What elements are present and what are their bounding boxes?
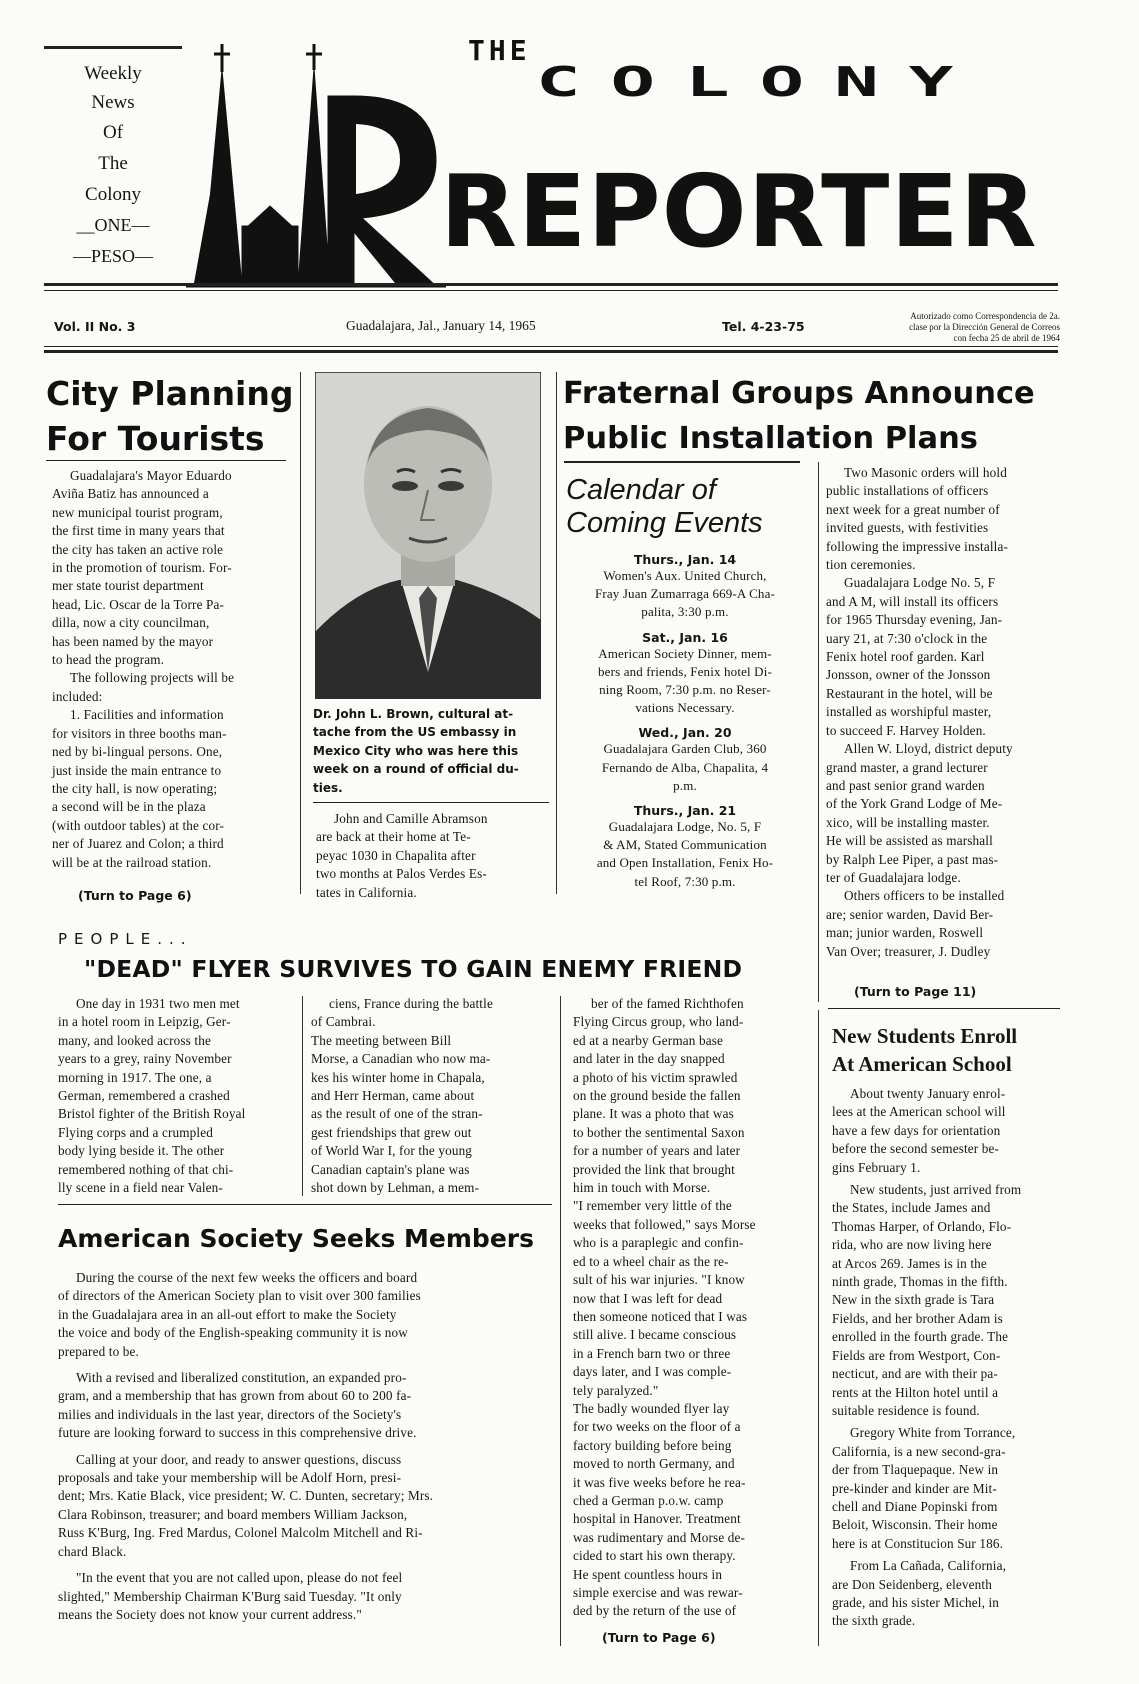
event-3-text: Guadalajara Garden Club, 360 Fernando de Alba, Chapalita, 4 p.m.	[601, 741, 769, 793]
masthead-rule-1	[44, 283, 1058, 286]
fraternal-turn: (Turn to Page 11)	[854, 984, 977, 999]
price-peso-text: PESO	[90, 246, 135, 266]
column-rule-2	[556, 372, 557, 894]
side-line-the: The	[98, 153, 128, 174]
dateline-phone: Tel. 4-23-75	[722, 319, 805, 334]
new-students-para-4: From La Cañada, California, are Don Seidenberg, eleventh grade, and his sister Michel, in the sixth grade.	[832, 1558, 1007, 1629]
dateline-rule-1	[44, 346, 1058, 347]
postal-line-2: clase por la Dirección General de Correos	[909, 322, 1060, 332]
price-one: __ONE—	[76, 215, 150, 235]
calendar-rule-top	[564, 461, 800, 463]
postal-line-1: Autorizado como Correspondencia de 2a.	[910, 311, 1060, 321]
american-society-para-2: With a revised and liberalized constitution, an expanded pro- gram, and a membership that has grown from about 60 to 200 fa- milies and individuals in the last year, directors of the Society's future are looking forward to success in this comprehensive drive.	[58, 1370, 417, 1441]
masthead-rule-top	[44, 46, 182, 49]
event-1-day: Thurs., Jan. 14	[633, 552, 737, 567]
event-2-text: American Society Dinner, mem- bers and friends, Fenix hotel Di- ning Room, 7:30 p.m. no Reser- vations Necessary.	[598, 645, 772, 716]
event-4-text: Guadalajara Lodge, No. 5, F & AM, Stated Communication and Open Installation, Fenix Ho- tel Roof, 7:30 p.m.	[596, 819, 774, 889]
city-planning-para-3: 1. Facilities and information for visitors in three booths man- ned by bi-lingual persons. One, just inside the main entrance to the city hall, is now operating; a second will be in the plaza (with outdoor tables) at the cor- ner of Juarez and Colon; a third will be at the railroad station.	[52, 707, 227, 870]
new-students-para-3: Gregory White from Torrance, California, is a new second-gra- der from Tlaquepaque. New in pre-kinder and kinder are Mit- chell and Diane Popinski from Beloit, Wisconsin. Their home here is at Constitucion Sur 186.	[832, 1425, 1016, 1551]
fraternal-headline-1: Fraternal Groups Announce	[563, 376, 1035, 411]
abramson-item: John and Camille Abramson are back at their home at Te- peyac 1030 in Chapalita after two months at Palos Verdes Es- tates in California.	[316, 811, 488, 900]
dead-flyer-col-1: One day in 1931 two men met in a hotel room in Leipzig, Ger- many, and looked across the years to a grey, rainy November morning in 1917. The one, a German, remembered a crashed Bristol fighter of the British Royal Flying corps and a crumpled body lying beside it. The other remembered nothing of that chi- lly scene in a field near Valen-	[58, 996, 246, 1196]
event-2-day: Sat., Jan. 16	[642, 629, 728, 645]
dateline-place-date: Guadalajara, Jal., January 14, 1965	[346, 318, 536, 333]
event-1-text: Women's Aux. United Church, Fray Juan Zumarraga 669-A Cha- palita, 3:30 p.m.	[595, 568, 775, 620]
new-students-body	[832, 1085, 1072, 1631]
masthead-reporter: REPORTER	[440, 157, 1038, 267]
side-line-news: News	[91, 92, 135, 113]
fraternal-body	[826, 464, 1062, 961]
american-society-headline: American Society Seeks Members	[58, 1224, 534, 1253]
column-rule-6	[818, 1010, 819, 1646]
dr-brown-portrait-photo	[315, 372, 541, 699]
fraternal-para-2: Guadalajara Lodge No. 5, F and A M, will install its officers for 1965 Thursday evening, Jan- uary 21, at 7:30 o'clock in the Fenix hotel roof garden. Karl Jonsson, owner of the Jonsson Restaurant in the hotel, will be installed as worshipful master, to succeed F. Harvey Holden.	[826, 575, 1003, 738]
american-society-para-4: "In the event that you are not called upon, please do not feel slighted," Membership Chairman K'Burg said Tuesday. "It only means the Society does not know your current address."	[58, 1570, 403, 1622]
masthead-colony: COLONY	[536, 58, 984, 106]
calendar-event-1	[566, 552, 804, 622]
city-planning-headline-2: For Tourists	[46, 419, 265, 458]
side-line-colony: Colony	[85, 184, 141, 205]
city-planning-para-1: Guadalajara's Mayor Eduardo Aviña Batiz has announced a new municipal tourist program, the first time in many years that the city has taken an active role in the promotion of tourism. For- mer state tourist department head, Lic. Oscar de la Torre Pa- dilla, now a city councilman, has been named by the mayor to head the program.	[52, 468, 232, 668]
city-planning-headline-1: City Planning	[46, 374, 294, 413]
column-rule-5	[560, 996, 561, 1646]
dead-flyer-col-3: ber of the famed Richthofen Flying Circus group, who land- ed at a nearby German base and later in the day snapped a photo of his victim sprawled on the ground beside the fallen plane. It was a photo that was to bother the sentimental Saxon for a number of years and later provided the link that brought him in touch with Morse. "I remember very little of the weeks that followed," says Morse who is a paraplegic and confin- ed to a wheel chair as the re- sult of his war injuries. "I know now that I was left for dead then someone noticed that I was still alive. I became conscious in a French barn two or three days later, and I was comple- tely paralyzed." The badly wounded flyer lay for two weeks on the floor of a factory building before being moved to north Germany, and it was five weeks before he rea- ched a German p.o.w. camp hospital in Hanover. Treatment was rudimentary and Morse de- cided to start his own therapy. He spent countless hours in simple exercise and was rewar- ded by the return of the use of	[573, 996, 756, 1619]
caption-rule	[313, 802, 549, 803]
column-rule-1	[300, 372, 301, 894]
calendar-event-3	[566, 725, 804, 795]
event-4-day: Thurs., Jan. 21	[633, 803, 737, 819]
masthead-the: THE	[468, 34, 531, 67]
price-one-text: ONE	[94, 215, 132, 235]
city-planning-para-2: The following projects will be included:	[52, 670, 235, 704]
city-planning-rule	[46, 460, 286, 461]
city-planning-headline	[46, 371, 293, 461]
new-students-headline	[832, 1022, 1017, 1078]
dateline-postal	[820, 311, 1060, 344]
dateline-volume: Vol. II No. 3	[54, 319, 136, 334]
fraternal-para-4: Others officers to be installed are; senior warden, David Ber- man; junior warden, Roswell Van Over; treasurer, J. Dudley	[826, 888, 1005, 959]
calendar-title	[566, 474, 796, 540]
column-rule-3	[818, 462, 819, 1002]
price-peso: —PESO—	[72, 246, 153, 266]
fraternal-headline	[563, 371, 1035, 461]
cathedral-towers-illustration	[186, 36, 446, 288]
students-rule-top	[828, 1008, 1060, 1009]
american-society-para-3: Calling at your door, and ready to answer questions, discuss proposals and take your membership will be Adolf Horn, presi- dent; Mrs. Katie Black, vice president; W. C. Dunten, secretary; Mrs. Clara Robinson, treasurer; and board members William Jackson, Russ K'Burg, Ing. Fred Mardus, Colonel Malcolm Mitchell and Ri- chard Black.	[58, 1451, 434, 1559]
fraternal-headline-2: Public Installation Plans	[563, 421, 978, 456]
dead-flyer-turn: (Turn to Page 6)	[602, 1630, 716, 1645]
calendar-events	[566, 552, 804, 891]
new-students-headline-1: New Students Enroll	[832, 1024, 1018, 1048]
masthead-side-box	[44, 58, 182, 272]
side-line-of: Of	[102, 122, 124, 143]
column-rule-4	[302, 996, 303, 1196]
side-line-weekly: Weekly	[84, 63, 142, 84]
calendar-title-1: Calendar of	[566, 474, 716, 506]
city-planning-body	[52, 467, 292, 872]
city-planning-turn: (Turn to Page 6)	[78, 888, 192, 903]
fraternal-para-1: Two Masonic orders will hold public installations of officers next week for a great number of invited guests, with festivities following the impressive installa- tion ceremonies.	[826, 465, 1008, 573]
dead-flyer-headline: "DEAD" FLYER SURVIVES TO GAIN ENEMY FRIEND	[84, 955, 743, 983]
dateline-rule-2	[44, 350, 1058, 353]
american-society-body	[58, 1269, 552, 1624]
american-society-rule	[58, 1204, 552, 1205]
calendar-event-2	[566, 630, 804, 718]
masthead-rule-2	[44, 290, 1058, 291]
photo-caption: Dr. John L. Brown, cultural at- tache from the US embassy in Mexico City who was here this week on a round of official du- ties.	[313, 707, 519, 795]
new-students-para-2: New students, just arrived from the States, include James and Thomas Harper, of Orlando, Flo- rida, who are now living here at Arcos 269. James is in the ninth grade, Thomas in the fifth. New in the sixth grade is Tara Fields, and her brother Adam is enrolled in the fourth grade. The Fields are from Westport, Con- necticut, and are with their pa- rents at the Hilton hotel until a suitable residence is found.	[832, 1182, 1022, 1418]
postal-line-3: con fecha 25 de abril de 1964	[953, 333, 1060, 343]
dead-flyer-col-2: ciens, France during the battle of Cambrai. The meeting between Bill Morse, a Canadian who now ma- kes his winter home in Chapala, and Herr Herman, came about as the result of one of the stran- gest friendships that grew out of World War I, for the young Canadian captain's plane was shot down by Lehman, a mem-	[311, 996, 493, 1196]
new-students-para-1: About twenty January enrol- lees at the American school will have a few days for orientation before the second semester be- gins February 1.	[832, 1086, 1006, 1175]
calendar-title-2: Coming Events	[566, 507, 763, 539]
fraternal-para-3: Allen W. Lloyd, district deputy grand master, a grand lecturer and past senior grand warden of the York Grand Lodge of Me- xico, will be installing master. He will be assisted as marshall by Ralph Lee Piper, a past mas- ter of Guadalajara lodge.	[826, 741, 1013, 885]
people-kicker: PEOPLE...	[58, 930, 193, 948]
calendar-event-4	[566, 803, 804, 891]
new-students-headline-2: At American School	[832, 1052, 1012, 1076]
event-3-day: Wed., Jan. 20	[638, 725, 732, 741]
american-society-para-1: During the course of the next few weeks the officers and board of directors of the American Society plan to visit over 300 families in the Guadalajara area in an all-out effort to make the Society the voice and body of the English-speaking community it is now prepared to be.	[58, 1270, 421, 1359]
